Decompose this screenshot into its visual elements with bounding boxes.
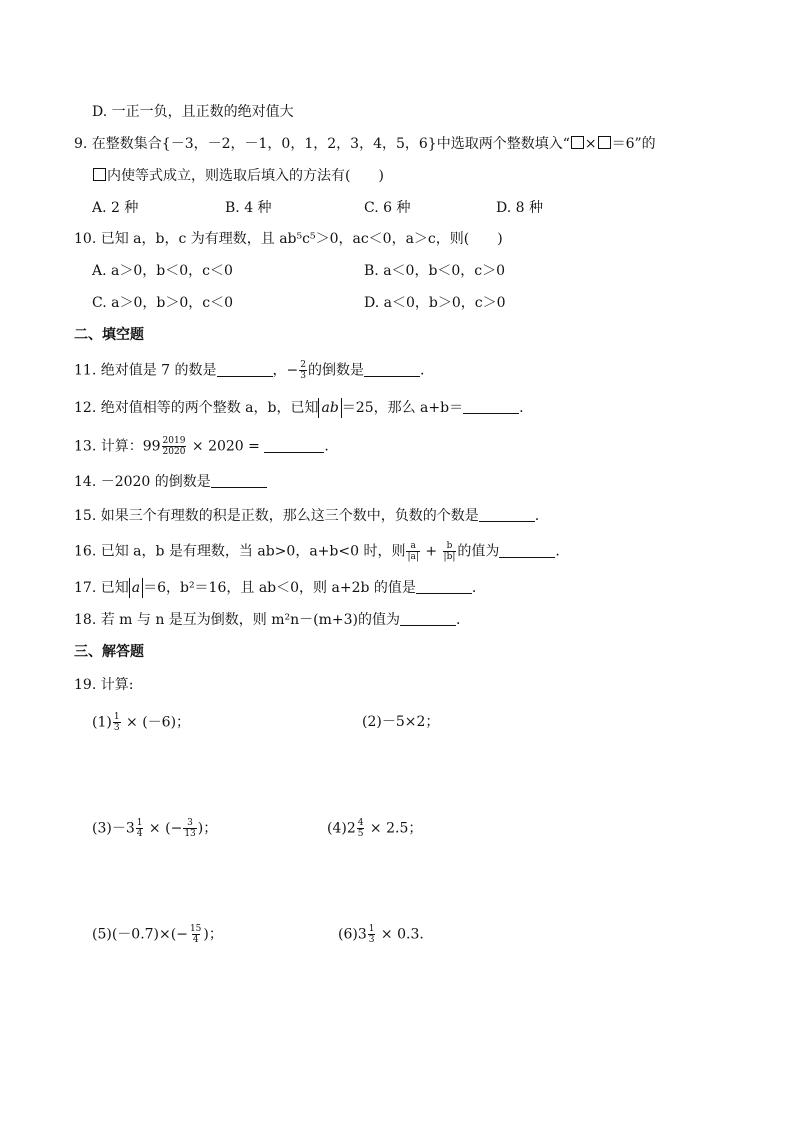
question-11: 11. 绝对值是 7 的数是 ，− $\frac{2}{3}$ 的倒数是 .	[74, 360, 425, 381]
part-text: × (−	[144, 820, 183, 837]
fraction-numerator: 15	[189, 924, 202, 934]
q9-option-d: D. 8 种	[496, 200, 543, 216]
q19-part-1	[92, 712, 190, 733]
q11-fraction	[299, 360, 307, 381]
answer-blank[interactable]	[416, 579, 472, 594]
q11-neg-sign: −	[286, 362, 299, 379]
fraction-numerator: 1	[368, 924, 375, 934]
part-text: × (－6)；	[121, 714, 191, 731]
fraction-denominator: 3	[300, 371, 306, 381]
q14-text-a: 14. －2020 的倒数是	[74, 474, 211, 490]
q19-p1-fraction	[113, 712, 121, 733]
question-17	[74, 578, 476, 598]
q16-fraction-a	[406, 541, 419, 562]
q19-p4-fraction	[357, 818, 365, 839]
question-10-stem: 10. 已知 a，b，c 为有理数，且 ab⁵c⁵＞0，ac＜0，a＞c，则( )	[74, 231, 503, 247]
q9-option-b: B. 4 种	[225, 200, 272, 216]
q11-end: .	[420, 362, 425, 379]
q17-text-b: ＝6，b²＝16，且 ab＜0，则 a+2b 的值是	[143, 580, 416, 596]
question-18	[74, 610, 460, 630]
q19-p5-fraction	[189, 924, 202, 945]
q13-fraction	[162, 436, 187, 457]
q19-p3-fraction-b	[183, 818, 196, 839]
part-label: (4)2	[327, 820, 356, 837]
answer-blank[interactable]	[463, 399, 519, 414]
q19-part-4	[327, 818, 422, 839]
q12-abs-content: ab	[321, 400, 339, 416]
fraction-denominator: |b|	[443, 552, 456, 562]
answer-blank[interactable]	[499, 543, 555, 558]
question-14	[74, 472, 267, 492]
question-19-stem: 19. 计算:	[74, 677, 134, 693]
fraction-numerator: b	[446, 541, 453, 551]
part-label: (5)(－0.7)×(−	[92, 926, 188, 943]
answer-blank[interactable]	[211, 473, 267, 488]
q17-text-a: 17. 已知	[74, 580, 129, 596]
q17-abs-value	[129, 578, 143, 598]
question-9-stem	[74, 134, 656, 154]
q18-end: .	[456, 612, 461, 628]
fraction-denominator: 4	[192, 935, 199, 945]
q16-plus: +	[420, 543, 442, 560]
q13-text-b: × 2020 =	[187, 438, 265, 455]
question-9-stem-cont	[92, 166, 384, 186]
q8-option-d: D. 一正一负，且正数的绝对值大	[92, 104, 294, 120]
part-text-end: )；	[197, 820, 218, 837]
fraction-denominator: 2020	[162, 447, 186, 457]
answer-box-icon	[93, 168, 106, 181]
q10-option-d: D. a＜0，b＞0，c＞0	[364, 295, 506, 311]
q13-text-a: 13. 计算：99	[74, 438, 161, 455]
question-16	[74, 541, 560, 562]
answer-blank[interactable]	[217, 362, 273, 377]
fraction-numerator: 1	[136, 818, 143, 828]
q9-times: ×	[584, 136, 597, 152]
section-3-title: 三、解答题	[74, 644, 144, 660]
q9-stem-part-c: ＝6”的	[611, 136, 656, 152]
q15-text-a: 15. 如果三个有理数的积是正数，那么这三个数中，负数的个数是	[74, 508, 479, 524]
part-label: (3)－3	[92, 820, 135, 837]
q19-part-6	[338, 924, 424, 945]
part-text: )；	[203, 926, 223, 943]
q9-option-c: C. 6 种	[364, 200, 411, 216]
q19-part-5	[92, 924, 223, 945]
q18-text-a: 18. 若 m 与 n 是互为倒数，则 m²n－(m+3)的值为	[74, 612, 400, 628]
fraction-numerator: 3	[187, 818, 193, 828]
fraction-numerator: a	[410, 541, 416, 551]
question-13	[74, 436, 329, 457]
q10-option-c: C. a＞0，b＞0，c＜0	[92, 295, 233, 311]
q11-text-a: 11. 绝对值是 7 的数是	[74, 362, 217, 379]
answer-blank[interactable]	[479, 507, 535, 522]
part-label: (6)3	[338, 926, 367, 943]
q12-abs-value	[318, 398, 341, 418]
q15-end: .	[534, 508, 540, 524]
q10-option-a: A. a＞0，b＜0，c＜0	[92, 263, 233, 279]
q17-end: .	[471, 580, 477, 596]
q16-text-a: 16. 已知 a，b 是有理数，当 ab>0，a+b<0 时，则	[74, 543, 406, 560]
fraction-denominator: 3	[113, 723, 120, 733]
q11-text-b: 的倒数是	[308, 362, 364, 379]
answer-blank[interactable]	[364, 362, 420, 377]
q16-fraction-b	[443, 541, 457, 562]
part-text: × 2.5；	[365, 820, 423, 837]
fraction-denominator: 5	[357, 829, 364, 839]
q19-p3-fraction-a	[136, 818, 144, 839]
q17-abs-content: a	[131, 580, 141, 596]
q10-option-b: B. a＜0，b＜0，c＞0	[364, 263, 506, 279]
q12-text-b: ＝25，那么 a+b＝	[341, 400, 464, 416]
fraction-denominator: 4	[136, 829, 143, 839]
q9-option-a: A. 2 种	[92, 200, 139, 216]
fraction-denominator: |a|	[407, 552, 419, 562]
q9-stem-part-d: 内使等式成立，则选取后填入的方法有( )	[107, 168, 384, 184]
fraction-denominator: 13	[184, 829, 196, 839]
part-label: (1)	[92, 714, 112, 731]
question-12	[74, 398, 524, 418]
section-2-title: 二、填空题	[74, 327, 144, 343]
part-text: × 0.3.	[376, 926, 424, 943]
q12-end: .	[519, 400, 524, 416]
answer-blank[interactable]	[400, 611, 456, 626]
question-15	[74, 506, 539, 526]
fraction-numerator: 2	[300, 360, 306, 370]
q16-end: .	[555, 543, 560, 560]
fraction-numerator: 2019	[162, 436, 186, 446]
q12-text-a: 12. 绝对值相等的两个整数 a，b，已知	[74, 400, 319, 416]
q19-p6-fraction	[368, 924, 376, 945]
q9-stem-part-a: 9. 在整数集合{－3，－2，－1，0，1，2，3，4，5，6}中选取两个整数填入“	[74, 136, 570, 152]
fraction-numerator: 1	[113, 712, 120, 722]
fraction-denominator: 3	[368, 935, 375, 945]
answer-box-icon	[571, 136, 584, 149]
q13-end: .	[324, 438, 329, 455]
q19-part-2: (2)－5×2；	[362, 714, 440, 730]
q16-text-b: 的值为	[457, 543, 500, 560]
answer-box-icon	[598, 136, 611, 149]
fraction-numerator: 4	[357, 818, 364, 828]
answer-blank[interactable]	[264, 438, 324, 453]
q19-part-3	[92, 818, 217, 839]
